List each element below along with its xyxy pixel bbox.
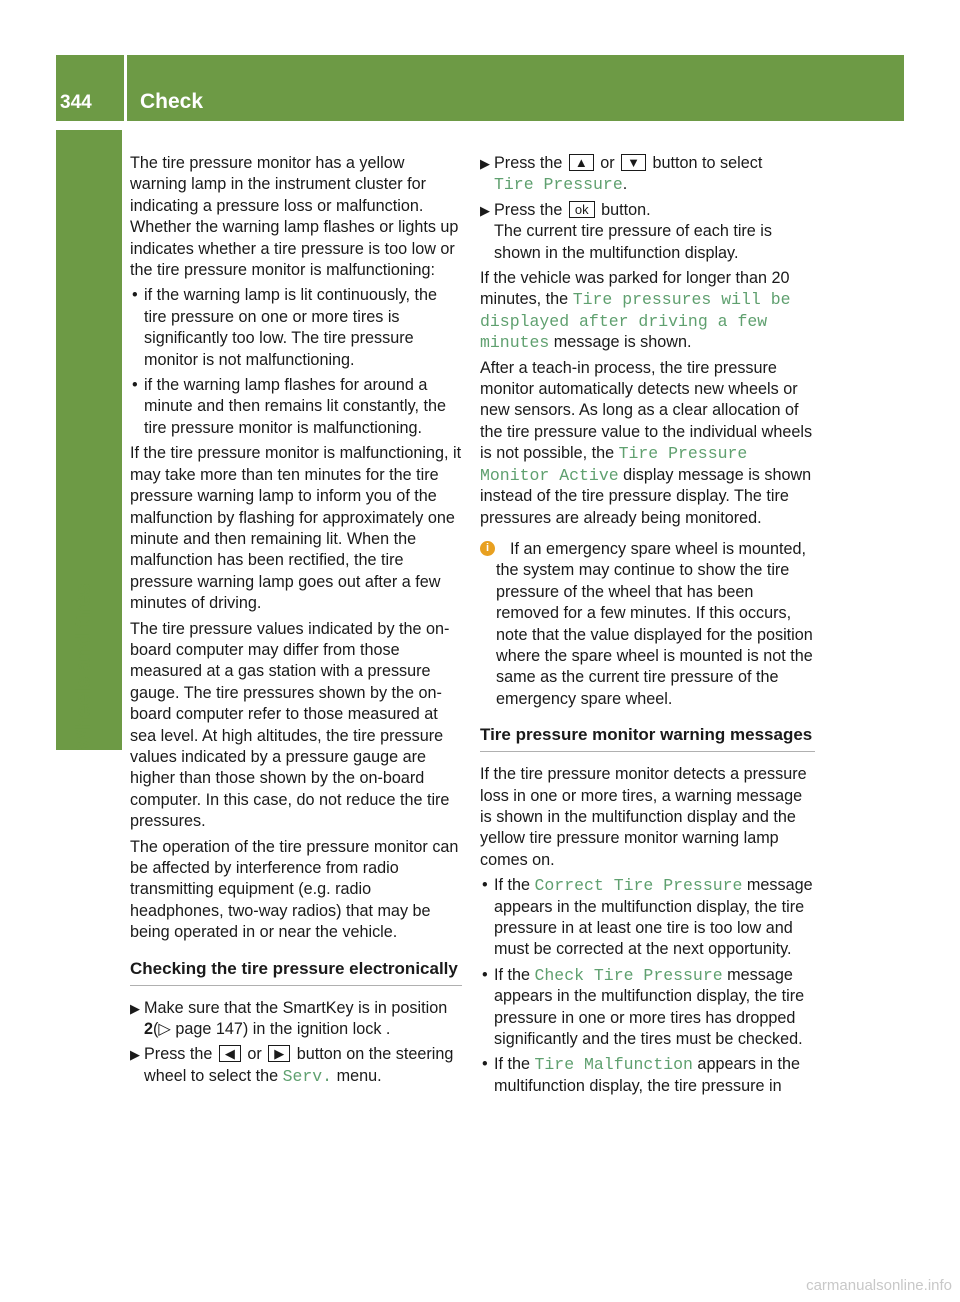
info-note [480, 539, 815, 710]
step-text: Press the [144, 1045, 217, 1064]
display-message: Check Tire Pressure [534, 965, 723, 985]
key-position: 2 [144, 1020, 154, 1039]
left-arrow-key-icon: ◀ [219, 1045, 241, 1062]
step-text: menu. [332, 1066, 382, 1085]
list-text: message appears in the multifunction display, the tire pressure in at least one tire is too low and must be corrected at the next opportunity. [494, 876, 813, 959]
list-text: If the [494, 876, 535, 895]
list-item [480, 875, 815, 961]
display-message: Tire pressures will be displayed after driving a few minutes [480, 290, 791, 353]
step-result: The current tire pressure of each tire is shown in the multifunction display. [494, 222, 773, 262]
list-item [480, 1054, 815, 1097]
step [480, 200, 815, 264]
display-menu-item: Tire Pressure [494, 175, 623, 195]
heading-warning-messages: Tire pressure monitor warning messages [480, 724, 815, 752]
step-text: button. [596, 200, 651, 219]
header-divider [124, 55, 127, 121]
step-text: button on the steering wheel to select the [144, 1045, 454, 1085]
list-item: • if the warning lamp flashes for around a minute and then remains lit constantly, the tire pressure monitor is malfunctioning. [130, 375, 462, 439]
display-message: Correct Tire Pressure [534, 876, 743, 896]
step [130, 1044, 462, 1087]
list-item [480, 965, 815, 1051]
paragraph-text: display message is shown instead of the tire pressure display. The tire pressures are already being monitored. [480, 465, 812, 527]
paragraph-text: If the vehicle was parked for longer than 20 minutes, the [480, 269, 790, 309]
step-arrow-icon: ▶ [130, 1047, 140, 1063]
page-number: 344 [60, 92, 92, 113]
step-arrow-icon: ▶ [480, 202, 490, 218]
right-arrow-key-icon: ▶ [268, 1045, 290, 1062]
display-menu-name: Serv. [282, 1066, 333, 1086]
step-text: Press the [494, 200, 567, 219]
heading-check-tire-pressure: Checking the tire pressure electronically [130, 958, 462, 986]
down-arrow-key-icon: ▼ [621, 154, 646, 171]
up-arrow-key-icon: ▲ [569, 154, 594, 171]
list-text: If the [494, 965, 535, 984]
paragraph [480, 358, 815, 529]
step-text: . [622, 175, 628, 194]
step [130, 998, 462, 1041]
paragraph: The tire pressure values indicated by the on-board computer may differ from those measured at a gas station with a pressure gauge. The tire pressures shown by the on-board computer refer to those measured at sea level. At high altitudes, the tire pressure values indicated by a pressure gauge are higher than those shown by the on-board computer. In this case, do not reduce the tire pressures. [130, 619, 450, 831]
display-message: Tire Malfunction [534, 1055, 693, 1075]
section-title: Check [140, 90, 204, 113]
right-column [480, 153, 815, 1101]
list-text: If the [494, 1055, 535, 1074]
paragraph: The operation of the tire pressure monitor can be affected by interference from radio transmitting equipment (e.g. radio headphones, two-way radios) that may be being operated in or near the vehicle. [130, 837, 459, 942]
step [480, 153, 815, 196]
left-column [130, 153, 462, 1091]
ok-key-icon: ok [569, 201, 595, 218]
watermark: carmanualsonline.info [806, 1277, 952, 1294]
step-text: button to select [652, 154, 763, 172]
display-message: Tire Pressure Monitor Active [480, 444, 748, 485]
paragraph [480, 268, 815, 354]
paragraph: If the tire pressure monitor is malfunctioning, it may take more than ten minutes for the tire pressure warning lamp to inform you of the malfunction by flashing for approximately one minute and then remaining lit. When the malfunction has been rectified, the tire pressure warning lamp goes out after a few minutes of driving. [130, 444, 462, 613]
info-text: If an emergency spare wheel is mounted, the system may continue to show the tire pressure of the wheel that has been removed for a few minutes. If this occurs, note that the value displayed for the position where the spare wheel is mounted is not the same as the current tire pressure of the emergency spare wheel. [496, 539, 813, 708]
paragraph: If the tire pressure monitor detects a pressure loss in one or more tires, a warning message is shown in the multifunction display and the yellow tire pressure monitor warning lamp comes on. [480, 765, 807, 869]
paragraph-text: After a teach-in process, the tire pressure monitor automatically detects new wheels or new sensors. As long as a clear allocation of the tire pressure value to the individual wheels is not possible, the [480, 358, 813, 463]
list-text: message appears in the multifunction display, the tire pressure in one or more tires has dropped significantly and the tires must be checked. [494, 965, 805, 1049]
step-text: or [247, 1045, 262, 1064]
step-text: or [600, 154, 615, 172]
paragraph-text: message is shown. [549, 333, 692, 352]
list-text: appears in the multifunction display, the tire pressure in [494, 1055, 801, 1095]
step-text: Make sure that the SmartKey is in position [144, 998, 448, 1017]
step-text: Press the [494, 154, 567, 172]
step-text: (▷ page 147) in the ignition lock . [153, 1020, 391, 1039]
info-icon: i [480, 541, 495, 556]
list-item: • if the warning lamp is lit continuously, the tire pressure on one or more tires is significantly too low. The tire pressure monitor is not malfunctioning. [130, 285, 462, 371]
step-arrow-icon: ▶ [130, 1000, 140, 1016]
paragraph: The tire pressure monitor has a yellow warning lamp in the instrument cluster for indicating a pressure loss or malfunction. Whether the warning lamp flashes or lights up indicates whether a tire pressure is too low or the tire pressure monitor is malfunctioning: [130, 154, 459, 280]
step-arrow-icon: ▶ [480, 156, 490, 171]
side-tab-label: Wheels and tires [72, 583, 95, 750]
